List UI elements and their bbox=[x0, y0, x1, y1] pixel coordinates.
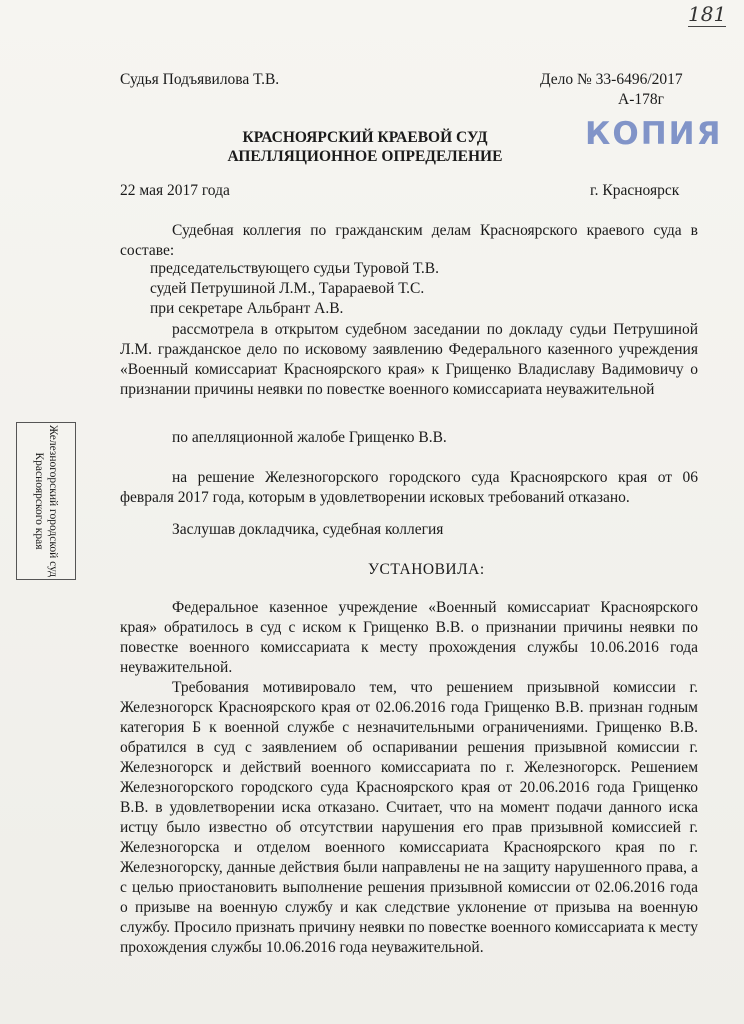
document-title: АПЕЛЛЯЦИОННОЕ ОПРЕДЕЛЕНИЕ bbox=[227, 148, 503, 165]
appeal-line: по апелляционной жалобе Грищенко В.В. bbox=[172, 429, 447, 446]
heard-line: Заслушав докладчика, судебная коллегия bbox=[172, 521, 444, 538]
court-registry-stamp bbox=[16, 422, 76, 580]
document-city: г. Красноярск bbox=[590, 182, 680, 199]
court-name: КРАСНОЯРСКИЙ КРАЕВОЙ СУД bbox=[242, 129, 488, 146]
panel-composition: Судебная коллегия по гражданским делам Красноярского краевого суда в составе: bbox=[120, 222, 698, 259]
case-description: рассмотрела в открытом судебном заседании по докладу судьи Петрушиной Л.М. гражданское дело по исковому заявлению Федерального казенного учреждения «Военный комиссариат Красноярского края» к Грищенко Владиславу Вадимовичу о признании причины неявки по повестке военного комиссариата неуважительной bbox=[120, 321, 698, 398]
registry-stamp-line-1: Железногорский городской суд bbox=[47, 425, 59, 577]
court-secretary: при секретаре Альбрант А.В. bbox=[150, 300, 344, 317]
judge-name: Судья Подъявилова Т.В. bbox=[120, 71, 280, 88]
panel-judges: судей Петрушиной Л.М., Тарараевой Т.С. bbox=[150, 280, 425, 297]
section-established: УСТАНОВИЛА: bbox=[368, 561, 485, 578]
paragraph-1: Федеральное казенное учреждение «Военный комиссариат Красноярского края» обратилось в суд с иском к Грищенко В.В. о признании причины неявки по повестке военного комиссариата к месту прохождения службы 10.06.2016 года неуважительной. bbox=[120, 599, 698, 676]
paragraph-2: Требования мотивировало тем, что решением призывной комиссии г. Железногорск Красноярского края от 02.06.2016 года Грищенко В.В. признан годным категория Б к военной службе с незначительными ограничениями. Грищенко В.В. обратился в суд с заявлением об оспаривании решения призывной комиссии г. Железногорск и действий военного комиссариата по г. Железногорск. Решением Железногорского городского суда Красноярского края от 20.06.2016 года Грищенко В.В. в удовлетворении иска отказано. Считает, что на момент подачи данного иска истцу было известно об отсутствии нарушения его прав призывной комиссией г. Железногорска и отделом военного комиссариата Красноярского края по г. Железногорску, данные действия были направлены не на защиту нарушенного права, а с целью приостановить выполнение решения призывной комиссии от 02.06.2016 года о призыве на военную службу и как следствие уклонение от призыва на военную службу. Просило признать причину неявки по повестке военного комиссариата к месту прохождения службы 10.06.2016 года неуважительной. bbox=[120, 679, 698, 956]
decision-line: на решение Железногорского городского суда Красноярского края от 06 февраля 2017 года, которым в удовлетворении исковых требований отказано. bbox=[120, 469, 698, 506]
document-date: 22 мая 2017 года bbox=[120, 182, 230, 199]
page-number: 181 bbox=[688, 2, 727, 26]
case-number: Дело № 33-6496/2017 bbox=[540, 71, 683, 88]
presiding-judge: председательствующего судьи Туровой Т.В. bbox=[150, 260, 440, 277]
registry-stamp-line-2: Красноярского края bbox=[33, 452, 45, 550]
case-code: А-178г bbox=[618, 91, 664, 108]
copy-stamp: КОПИЯ bbox=[585, 116, 723, 152]
